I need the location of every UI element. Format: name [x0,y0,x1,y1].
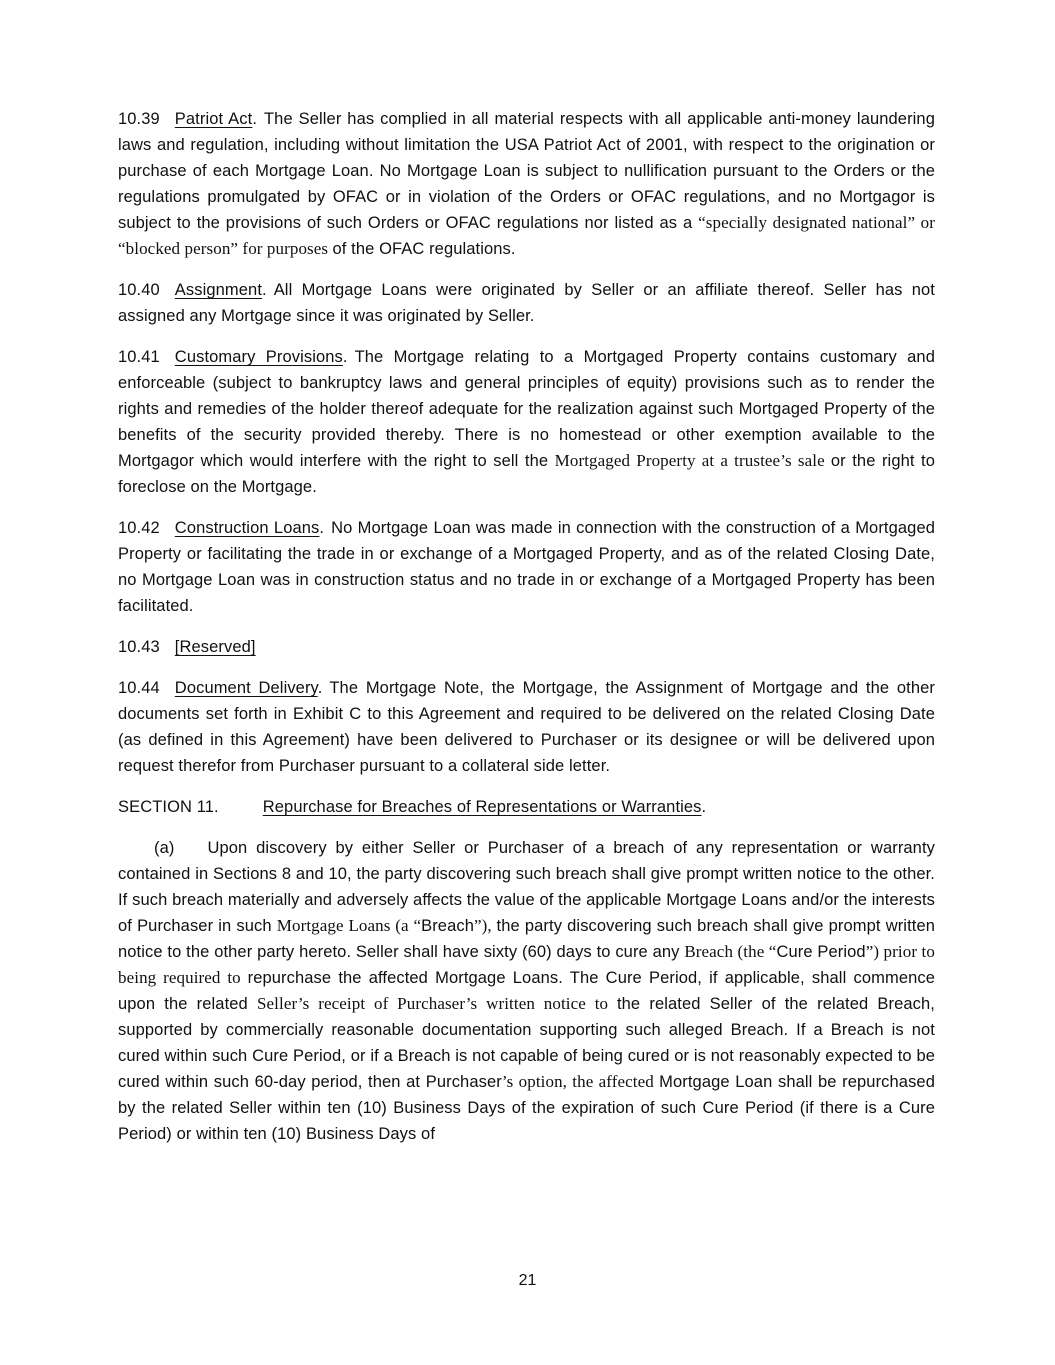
section-heading: Assignment [174,281,263,299]
section-number: 10.40 [118,281,160,299]
text-run: the party discovering such breach shall give prompt written notice to the other party hereto. Seller shall have sixty (60) days to cure any [118,917,935,961]
text-run: Mortgaged Property at a trustee’s sale [554,451,831,470]
section-heading-period: . [317,679,323,697]
page-number: 21 [518,1272,537,1289]
text-run: The Mortgage Note, the Mortgage, the Assignment of Mortgage and the other documents set forth in Exhibit C to this Agreement and required to be delivered on the related Closing Date (as defined in this Agreement) have been delivered to Purchaser or its designee or will be delivered upon request therefor from Purchaser pursuant to a collateral side letter. [118,679,935,775]
text-run: repurchase the affected Mortgage Loans. The Cure Period, if applicable, shall commence upon the related [118,969,935,1013]
section-heading-period: . [262,281,267,299]
section-heading-period: . [342,348,348,366]
section-10-40-paragraph [118,277,935,329]
text-run: the related Seller of the related Breach, supported by commercially reasonable documentation supporting such alleged Breach. If a Breach is not cured within such Cure Period, or if a Breach is not capable of being cured or is not reasonably expected to be cured within such 60-day period, then at Purchaser [118,995,935,1091]
section-10-42-paragraph [118,515,935,619]
section-label: SECTION 11. [118,798,219,816]
text-run: “specially designated national” or “blocked person” for purposes [118,213,935,258]
text-run: Breach [421,917,474,935]
section-heading-period: . [319,519,325,537]
text-run: Mortgage Loans (a “ [276,916,422,935]
section-10-39-paragraph [118,106,935,262]
section-title-period: . [701,798,707,816]
text-run: or the right to foreclose on the Mortgage. [118,452,935,496]
section-10-41-paragraph [118,344,935,500]
text-run: ”), [473,916,497,935]
text-run: Mortgage Loan shall be repurchased by the related Seller within ten (10) Business Days of the expiration of such Cure Period (if there is a Cure Period) or within ten (10) Business Days of [118,1073,935,1143]
section-number: 10.44 [118,679,160,697]
text-run: No Mortgage Loan was made in connection with the construction of a Mortgaged Property or facilitating the trade in or exchange of a Mortgaged Property, and as of the related Closing Date, no Mortgage Loan was in construction status and no trade in or exchange of a Mortgaged Property has been facilitated. [118,519,935,615]
section-number: 10.39 [118,110,160,128]
text-run: of the OFAC regulations. [332,240,516,258]
section-heading: [Reserved] [174,638,256,656]
text-run: The Mortgage relating to a Mortgaged Property contains customary and enforceable (subject to bankruptcy laws and general principles of equity) provisions such as to render the rights and remedies of the holder thereof adequate for the realization against such Mortgaged Property of the benefits of the security provided thereby. There is no homestead or other exemption available to the Mortgagor which would interfere with the right to sell the [118,348,935,470]
text-run: ’s option, the affected [501,1072,660,1091]
section-10-44-paragraph [118,675,935,779]
section-heading: Document Delivery [174,679,318,697]
text-run: Upon discovery by either Seller or Purchaser of a breach of any representation or warranty contained in Sections 8 and 10, the party discovering such breach shall give prompt written notice to the other. If such breach materially and adversely affects the value of the applicable Mortgage Loans and/or the interests of Purchaser in such [118,839,935,935]
section-number: 10.42 [118,519,160,537]
section-number: 10.43 [118,638,160,656]
text-run: Seller’s receipt of Purchaser’s written notice to [256,994,617,1013]
section-heading: Construction Loans [174,519,320,537]
section-heading-period: . [252,110,257,128]
section-11-heading [118,794,935,820]
section-number: 10.41 [118,348,160,366]
text-run: All Mortgage Loans were originated by Seller or an affiliate thereof. Seller has not assigned any Mortgage since it was originated by Seller. [118,281,935,325]
paragraph-a [118,835,935,1147]
section-heading: Customary Provisions [174,348,343,366]
section-title: Repurchase for Breaches of Representations or Warranties [262,798,702,816]
text-run: The Seller has complied in all material respects with all applicable anti-money laundering laws and regulation, including without limitation the USA Patriot Act of 2001, with respect to the origination or purchase of each Mortgage Loan. No Mortgage Loan is subject to nullification pursuant to the Orders or the regulations promulgated by OFAC or in violation of the Orders or OFAC regulations, and no Mortgagor is subject to the provisions of such Orders or OFAC regulations nor listed as a [118,110,935,232]
text-run: Cure Period [776,943,866,961]
text-run: Breach (the “ [684,942,777,961]
paragraph-label: (a) [154,839,175,857]
section-10-43-paragraph [118,634,935,660]
text-run: ”) prior to being required to [118,942,935,987]
section-heading: Patriot Act [174,110,253,128]
